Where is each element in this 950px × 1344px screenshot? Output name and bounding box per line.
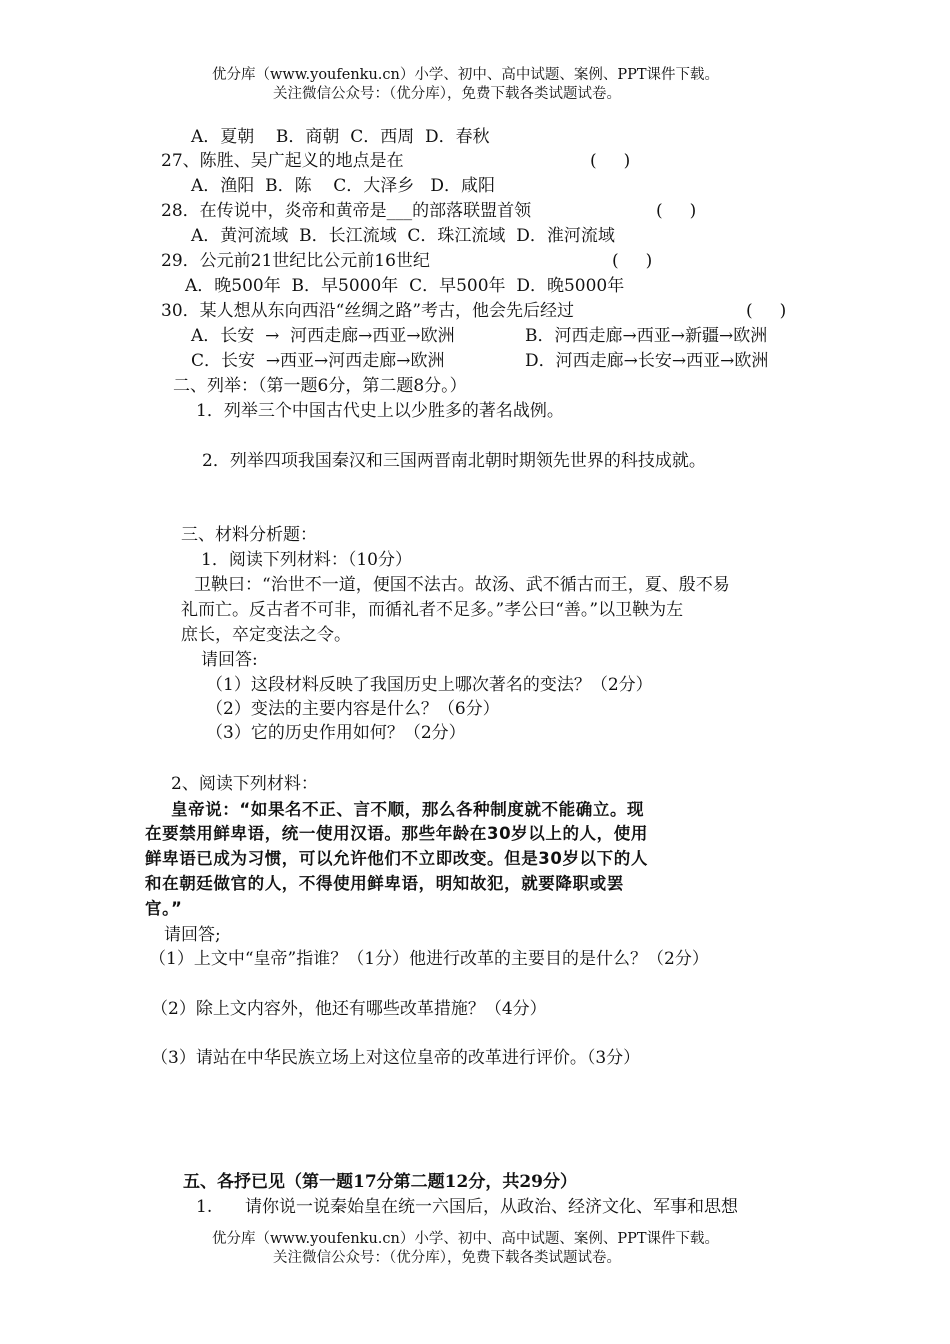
material1-q3: （3）它的历史作用如何？（2分）	[206, 723, 466, 743]
q29-options: A．晚500年 B．早5000年 C．早500年 D．晚5000年	[185, 276, 625, 296]
material2-line2: 在要禁用鲜卑语，统一使用汉语。那些年龄在30岁以上的人，使用	[145, 824, 648, 843]
q28-stem: 28．在传说中，炎帝和黄帝是___的部落联盟首领	[161, 201, 532, 221]
page-header-line1: 优分库（www.youfenku.cn）小学、初中、高中试题、案例、PPT课件下载。	[212, 67, 720, 83]
q30-option-c: C．长安 →西亚→河西走廊→欧洲	[191, 351, 445, 371]
q28-answer-paren: ( )	[656, 201, 697, 221]
q30-stem: 30．某人想从东向西沿“丝绸之路”考古，他会先后经过	[161, 301, 575, 321]
q30-answer-paren: ( )	[746, 301, 787, 321]
material2-q2: （2）除上文内容外，他还有哪些改革措施？（4分）	[151, 999, 547, 1019]
material2-line5: 官。”	[145, 899, 183, 918]
material2-q3: （3）请站在中华民族立场上对这位皇帝的改革进行评价。（3分）	[151, 1048, 641, 1068]
section3-title: 三、材料分析题：	[181, 525, 317, 545]
q29-stem: 29．公元前21世纪比公元前16世纪	[161, 251, 430, 271]
material2-line3: 鲜卑语已成为习惯，可以允许他们不立即改变。但是30岁以下的人	[145, 849, 648, 868]
q27-options: A．渔阳 B．陈 C．大泽乡 D．咸阳	[191, 176, 496, 196]
q29-answer-paren: ( )	[612, 251, 653, 271]
material2-ask: 请回答;	[164, 925, 221, 945]
material2-q1: （1）上文中“皇帝”指谁？（1分）他进行改革的主要目的是什么？（2分）	[149, 949, 709, 969]
section5-title: 五、各抒已见（第一题17分第二题12分，共29分）	[183, 1172, 577, 1192]
section5-q1-number: 1.	[196, 1197, 213, 1217]
section2-q1: 1．列举三个中国古代史上以少胜多的著名战例。	[196, 401, 564, 421]
q30-option-a: A．长安 → 河西走廊→西亚→欧洲	[191, 326, 455, 346]
q30-option-d: D．河西走廊→长安→西亚→欧洲	[525, 351, 769, 371]
page-footer-line1: 优分库（www.youfenku.cn）小学、初中、高中试题、案例、PPT课件下载。	[212, 1231, 720, 1247]
material2-line4: 和在朝廷做官的人，不得使用鲜卑语，明知故犯，就要降职或罢	[145, 874, 624, 893]
material1-line3: 庶长，卒定变法之令。	[181, 625, 351, 645]
section2-title: 二、列举：（第一题6分，第二题8分。）	[173, 376, 467, 396]
q27-answer-paren: ( )	[590, 151, 631, 171]
material1-q2: （2）变法的主要内容是什么？（6分）	[206, 699, 500, 719]
material1-q1: （1）这段材料反映了我国历史上哪次著名的变法？（2分）	[206, 675, 653, 695]
material1-line2: 礼而亡。反古者不可非，而循礼者不足多。”孝公曰“善。”以卫鞅为左	[181, 600, 684, 620]
material2-line1: 皇帝说：“如果名不正、言不顺，那么各种制度就不能确立。现	[171, 800, 645, 819]
q28-options: A．黄河流域 B．长江流域 C．珠江流域 D．淮河流域	[191, 226, 615, 246]
q27-stem: 27、陈胜、吴广起义的地点是在	[161, 151, 404, 171]
section5-q1-text: 请你说一说秦始皇在统一六国后，从政治、经济文化、军事和思想	[245, 1197, 738, 1217]
q26-options: A．夏朝 B．商朝 C．西周 D．春秋	[191, 127, 490, 147]
material2-title: 2、阅读下列材料：	[171, 774, 318, 794]
page-header-line2: 关注微信公众号：（优分库），免费下载各类试题试卷。	[273, 86, 621, 102]
page-footer-line2: 关注微信公众号：（优分库），免费下载各类试题试卷。	[273, 1250, 621, 1266]
section2-q2: 2．列举四项我国秦汉和三国两晋南北朝时期领先世界的科技成就。	[202, 451, 706, 471]
material1-title: 1．阅读下列材料：（10分）	[201, 550, 412, 570]
q30-option-b: B．河西走廊→西亚→新疆→欧洲	[525, 326, 768, 346]
material1-line1: 卫鞅曰：“治世不一道，便国不法古。故汤、武不循古而王，夏、殷不易	[194, 575, 730, 595]
material1-ask: 请回答:	[201, 650, 258, 670]
